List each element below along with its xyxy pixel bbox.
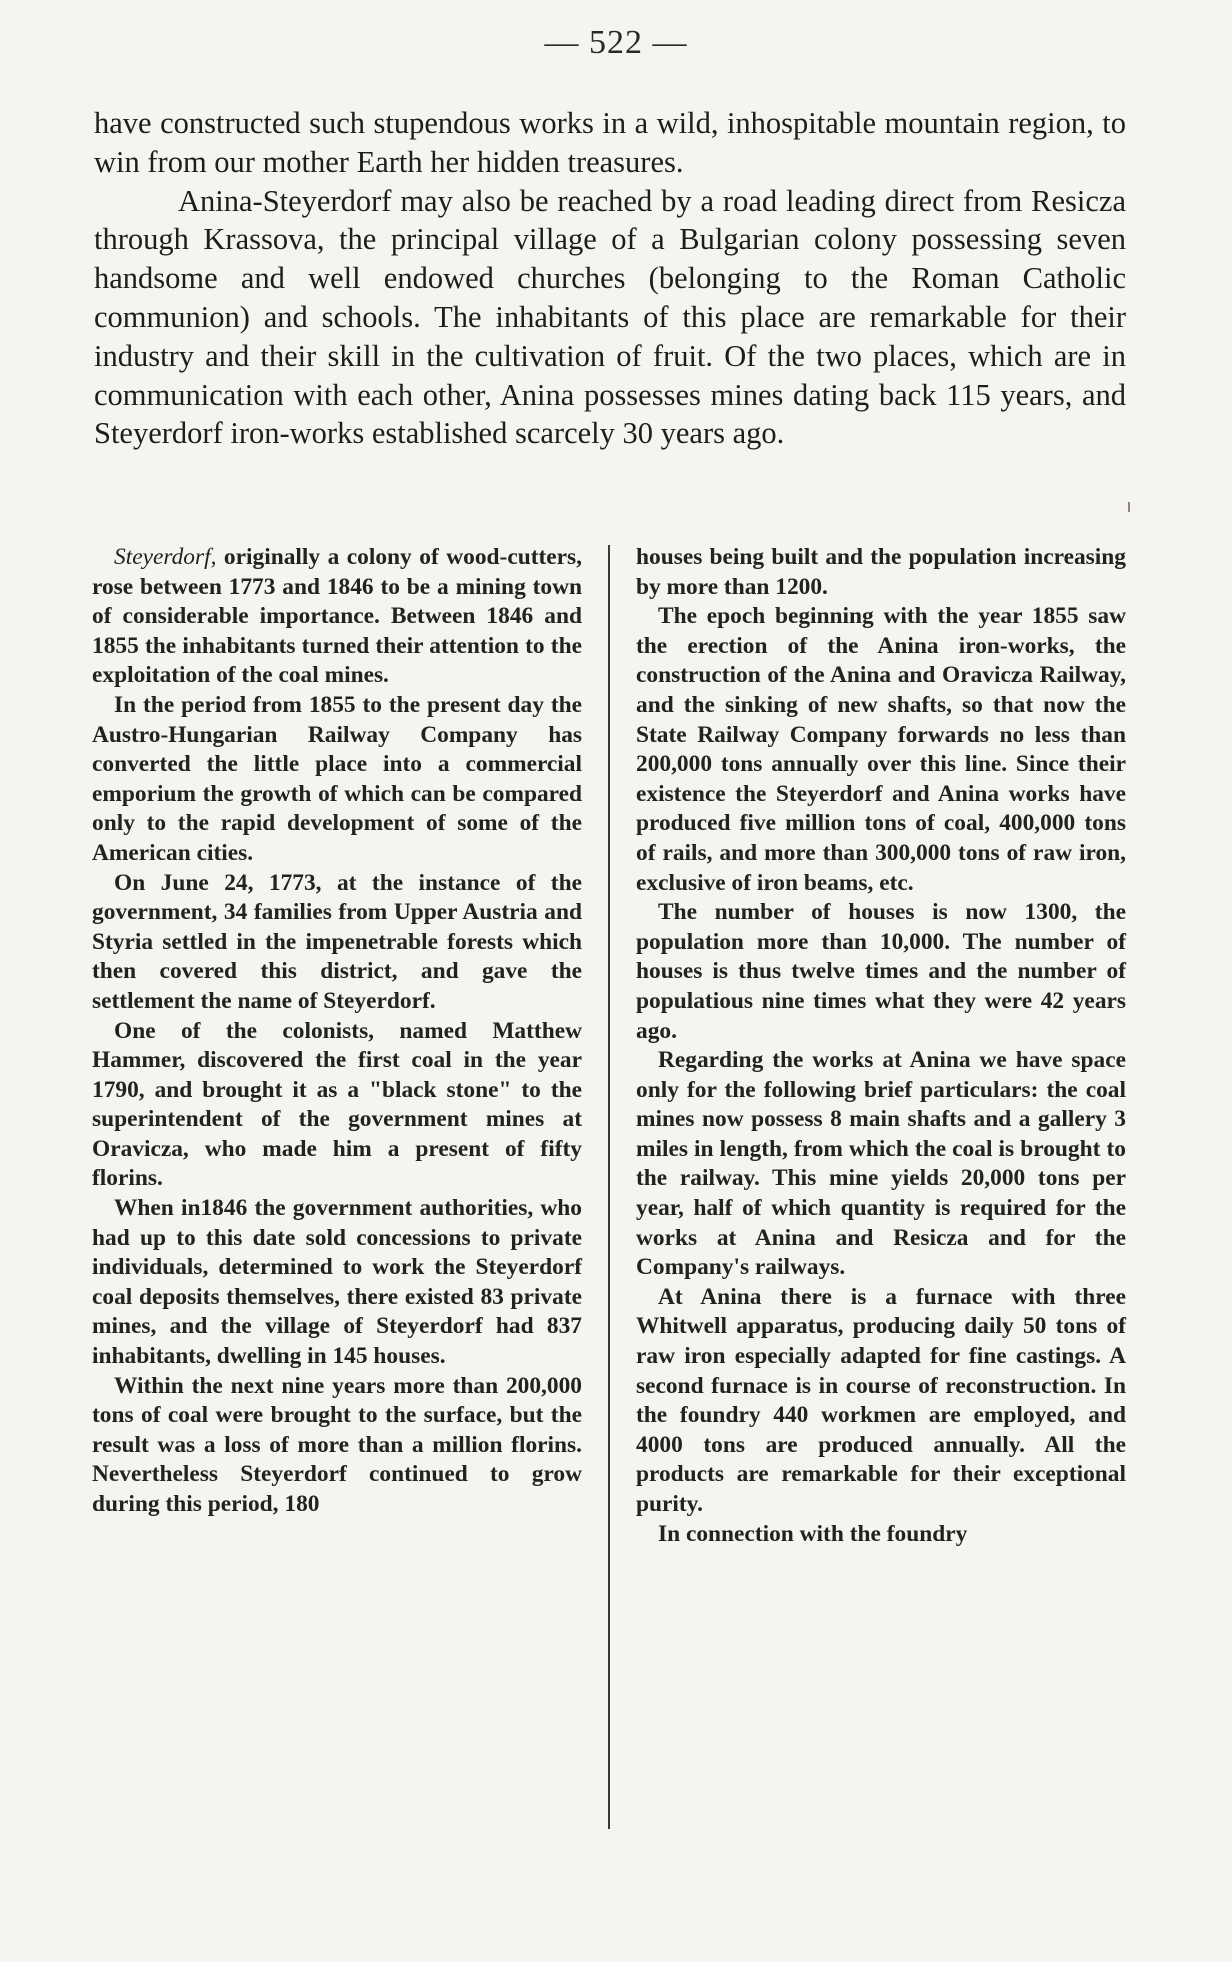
page-number: — 522 — <box>544 24 688 61</box>
stray-print-mark <box>1128 502 1130 512</box>
right-paragraph-5: At Anina there is a furnace with three Whitwell apparatus, producing daily 50 tons of raw iron especially adapted for fine castings. A second furnace is in course of reconstruction. In the foundry 440 workmen are employed, and 4000 tons are produced annually. All the products are remarkable for their exceptional purity. <box>636 1283 1126 1517</box>
right-column <box>636 543 1126 1549</box>
left-paragraph-1 <box>92 543 582 691</box>
right-paragraph-3: The number of houses is now 1300, the population more than 10,000. The number of houses is thus twelve times and the number of populatious nine times what they were 42 years ago. <box>636 899 1126 1044</box>
intro-text <box>94 104 1126 453</box>
column-divider <box>608 545 610 1829</box>
left-paragraph-3: On June 24, 1773, at the instance of the government, 34 families from Upper Austria and Styria settled in the impenetrable forests which then covered this district, and gave the settlement the name of Steyerdorf. <box>92 869 582 1014</box>
intro-paragraph-2: Anina-Steyerdorf may also be reached by a road leading direct from Resicza through Krassova, the principal village of a Bulgarian colony possessing seven handsome and well endowed churches (belonging to the Roman Catholic communion) and schools. The inhabitants of this place are remarkable for their industry and their skill in the cultivation of fruit. Of the two places, which are in communication with each other, Anina possesses mines dating back 115 years, and Steyerdorf iron-works established scarcely 30 years ago. <box>94 183 1126 451</box>
right-paragraph-4: Regarding the works at Anina we have space only for the following brief particulars: the coal mines now possess 8 main shafts and a gallery 3 miles in length, from which the coal is brought to the railway. This mine yields 20,000 tons per year, half of which quantity is required for the works at Anina and Resicza and for the Company's railways. <box>636 1047 1126 1281</box>
intro-paragraph-1: have constructed such stupendous works in a wild, inhospitable mountain region, to win from our mother Earth her hidden treasures. <box>94 106 1126 179</box>
left-paragraph-4: One of the colonists, named Matthew Hammer, discovered the first coal in the year 1790, and brought it as a "black stone" to the superintendent of the government mines at Oravicza, who made him a present of fifty florins. <box>92 1017 582 1192</box>
left-column <box>92 543 582 1520</box>
steyerdorf-lead-word: Steyerdorf, <box>114 544 217 570</box>
left-paragraph-5: When in1846 the government authorities, who had up to this date sold concessions to private individuals, determined to work the Steyerdorf coal deposits themselves, there existed 83 private mines, and the village of Steyerdorf had 837 inhabitants, dwelling in 145 houses. <box>92 1195 582 1370</box>
right-paragraph-2: The epoch beginning with the year 1855 saw the erection of the Anina iron-works, the construction of the Anina and Oravicza Railway, and the sinking of new shafts, so that now the State Railway Company forwards no less than 200,000 tons annually over this line. Since their existence the Steyerdorf and Anina works have produced five million tons of coal, 400,000 tons of rails, and more than 300,000 tons of raw iron, exclusive of iron beams, etc. <box>636 603 1126 896</box>
left-paragraph-6: Within the next nine years more than 200,000 tons of coal were brought to the surface, but the result was a loss of more than a million florins. Nevertheless Steyerdorf continued to grow during this period, 180 <box>92 1372 582 1517</box>
left-paragraph-2: In the period from 1855 to the present day the Austro-Hungarian Railway Company has converted the little place into a commercial emporium the growth of which can be compared only to the rapid development of some of the American cities. <box>92 691 582 866</box>
right-paragraph-6: In connection with the foundry <box>658 1520 968 1547</box>
right-paragraph-1: houses being built and the population increasing by more than 1200. <box>636 544 1126 600</box>
left-paragraph-1-text: originally a colony of wood-cutters, rose between 1773 and 1846 to be a mining town of considerable importance. Between 1846 and 1855 the inhabitants turned their attention to the exploitation of the coal mines. <box>92 544 582 689</box>
